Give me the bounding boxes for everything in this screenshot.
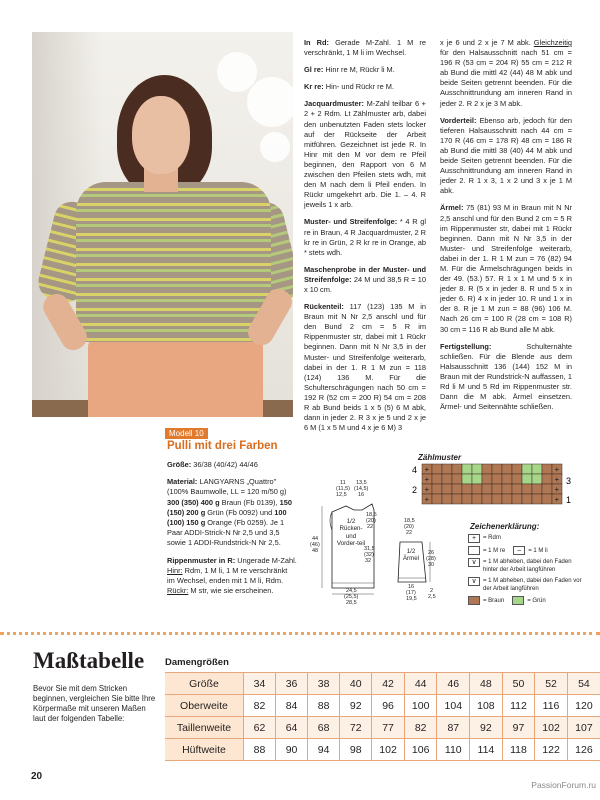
chart-cell xyxy=(492,494,502,504)
schematic-sleeve-b: (28) xyxy=(426,556,436,562)
schematic-sleeve-top-a: 18,5 xyxy=(404,518,415,524)
chart-rdm-mark: + xyxy=(554,485,560,494)
chart-cell xyxy=(532,464,542,474)
chart-grid xyxy=(422,464,562,504)
table-cell: 87 xyxy=(437,717,470,739)
material-line2-rest: Grün (Fb 0092) und xyxy=(207,507,273,517)
chart-cell xyxy=(542,484,552,494)
photo-pants xyxy=(88,337,263,417)
material-line3-bold: 100 (100) 150 g xyxy=(167,507,287,528)
table-cell: 46 xyxy=(437,673,470,695)
table-row xyxy=(165,717,600,739)
column-right xyxy=(440,38,572,419)
schematic-bottom-a: 24,5 xyxy=(346,588,357,594)
schematic-sleeve-top-c: 22 xyxy=(406,530,413,536)
table-cell: 104 xyxy=(437,695,470,717)
table-cell: 110 xyxy=(437,739,470,761)
chart-cell xyxy=(482,494,492,504)
damengroessen-title: Damengrößen xyxy=(165,657,229,668)
size-table xyxy=(165,672,600,761)
table-cell: 77 xyxy=(372,717,405,739)
table-row-label: Taillenweite xyxy=(165,717,243,739)
mid-label: In Rd: xyxy=(304,38,329,47)
mid-label: Jacquardmuster: xyxy=(304,99,364,109)
schematic-sleeve-c: 30 xyxy=(428,562,435,568)
material-paragraph xyxy=(167,477,297,548)
model-photo xyxy=(32,32,293,417)
table-cell: 52 xyxy=(535,673,568,695)
mid-label: Gl re: xyxy=(304,65,324,75)
model-title: Pulli mit drei Farben xyxy=(167,440,278,452)
chart-cell xyxy=(512,474,522,484)
schematic-side-a: 18,5 xyxy=(366,512,377,518)
mid-paragraph xyxy=(304,265,426,295)
mid-paragraph xyxy=(304,65,426,75)
table-cell: 90 xyxy=(276,739,308,761)
rdm-symbol-icon: + xyxy=(468,534,480,543)
chart-cell xyxy=(442,474,452,484)
groesse-value: 36/38 (40/42) 44/46 xyxy=(193,460,258,469)
schematic-sleeve-top-b: (20) xyxy=(404,524,414,530)
chart-row-label: 1 xyxy=(566,495,572,505)
column-left xyxy=(167,460,297,603)
table-cell: 34 xyxy=(243,673,275,695)
chart-cell xyxy=(492,484,502,494)
table-cell: 40 xyxy=(340,673,372,695)
legend-row xyxy=(468,596,583,605)
schematic-body-c: 32 xyxy=(365,558,372,564)
chart-cell xyxy=(502,474,512,484)
legend-pair xyxy=(512,596,546,605)
chart-cell xyxy=(522,484,532,494)
table-cell: 38 xyxy=(308,673,340,695)
legend-title: Zeichenerklärung: xyxy=(470,522,540,531)
table-cell: 50 xyxy=(502,673,535,695)
table-cell: 94 xyxy=(308,739,340,761)
right-label: Ärmel: xyxy=(440,203,464,213)
schematic-sleeve-bottom-a: 16 xyxy=(408,584,415,590)
photo-lamp xyxy=(260,132,290,162)
schematic-body-label-wrap xyxy=(335,518,367,566)
chart-cell xyxy=(462,464,472,474)
schematic-top-d: 13,5 xyxy=(356,480,367,486)
purl-symbol-icon: – xyxy=(513,546,525,555)
chart-cell xyxy=(432,464,442,474)
table-cell: 120 xyxy=(567,695,600,717)
schematic-bottom-c: 28,5 xyxy=(346,600,357,606)
chart-cell xyxy=(522,474,532,484)
chart-cell xyxy=(472,484,482,494)
table-cell: 62 xyxy=(243,717,275,739)
legend-rdm: = Rdm xyxy=(483,535,501,541)
mid-label: Kr re: xyxy=(304,82,324,92)
chart-cell xyxy=(532,484,542,494)
right-text: x je 6 und 2 x je 7 M abk. xyxy=(440,38,531,47)
schematic-body-a: 31,5 xyxy=(364,546,375,552)
schematic-sleeve-a: 26 xyxy=(428,550,435,556)
table-cell: 108 xyxy=(470,695,503,717)
material-label: Material: xyxy=(167,477,198,487)
legend-gruen: = Grün xyxy=(527,597,546,604)
table-cell: 126 xyxy=(567,739,600,761)
gruen-swatch xyxy=(512,596,524,605)
right-paragraph xyxy=(440,342,572,413)
chart-cell xyxy=(442,464,452,474)
schematic-left-b: (46) xyxy=(310,542,320,548)
table-cell: 48 xyxy=(470,673,503,695)
chart-cell xyxy=(502,464,512,474)
schematic-sleeve-bottom-b: (17) xyxy=(406,590,416,596)
right-text: 75 (81) 93 M in Braun mit N Nr 2,5 anschl und für den Bund 2 cm = 5 R im Rippenmuster str, dabei mit 1 Rückr beginnen. Dann mit N Nr 3,5 in der Muster- und Streifenfolge weiterarb, dabei in der 1. R 1 M zun = 76 (82) 94 M. Für die Ärmelschrägungen beids in der 49. (53.) 57. R 1 x 1 M und 5 x in jeder 8. R (5 x in jeder 8. R und 5 x in jeder 6. R) 4 x in jeder 10. R und 1 x in der 8. R je 1 M zun = 88 (96) 106 M. Nach 26 cm = 100 R (28 cm = 108 R) 30 cm = 116 R ab Bund alle M abk. xyxy=(440,203,572,334)
zaehlmuster-chart xyxy=(408,462,578,512)
mid-paragraph xyxy=(304,38,426,58)
legend-pair xyxy=(468,546,505,555)
mid-text: Gerade M-Zahl. 1 M re verschränkt, 1 M li im Wechsel. xyxy=(304,38,426,58)
chart-cell xyxy=(472,474,482,484)
right-text: Ebenso arb, jedoch für den tieferen Halsausschnitt nach 44 cm = 170 R (46 cm = 178 R) 48 cm = 186 R ab Bund die mittl 38 (40) 44 M abk und beide Seiten getrennt beenden. Für die Ausschnittrundung am inneren Rand in jeder 2. R 1 x 3, 1 x 2 und 3 x je 1 M abk. xyxy=(440,115,572,196)
chart-cell xyxy=(512,464,522,474)
mid-text: * 4 R gl re in Braun, 4 R Jacquardmuster, 2 R kr re in Grün, 2 R kr re in Orange, ab * stets wdh. xyxy=(304,217,427,257)
mid-label: Maschenprobe in der Muster- und Streifenfolge: xyxy=(304,264,426,284)
mass-description: Bevor Sie mit dem Stricken beginnen, vergleichen Sie bitte Ihre Körpermaße mit unseren Maßen laut der folgenden Tabelle: xyxy=(33,684,156,723)
chart-cell xyxy=(442,484,452,494)
mid-text: Hin- und Rückr re M. xyxy=(325,82,394,92)
legend-abh-hinter: = 1 M abheben, dabei den Faden hinter der Arbeit langführen xyxy=(483,559,572,573)
knit-symbol-icon xyxy=(468,546,480,555)
table-cell: 54 xyxy=(567,673,600,695)
mid-paragraph xyxy=(304,217,426,257)
table-cell: 36 xyxy=(276,673,308,695)
material-line1-rest: Braun (Fb 0139), xyxy=(221,497,278,507)
chart-cell xyxy=(452,484,462,494)
legend-li: = 1 M li xyxy=(528,547,548,554)
table-cell: 44 xyxy=(404,673,437,695)
table-cell: 96 xyxy=(372,695,405,717)
slip-front-symbol-icon: ∨ xyxy=(468,577,480,586)
chart-row-label: 4 xyxy=(412,465,418,475)
table-cell: 92 xyxy=(340,695,372,717)
schematic-side-b: (20) xyxy=(366,518,376,524)
legend-re: = 1 M re xyxy=(483,547,506,554)
page-number: 20 xyxy=(31,771,43,782)
schematic-sleeve-label: 1/2 Ärmel xyxy=(402,548,420,563)
schematic-top-e: (14,5) xyxy=(354,486,369,492)
right-text: für den Halsausschnitt nach 51 cm = 196 R (53 cm = 204 R) 55 cm = 212 R ab Bund die mittl 42 (44) 48 M abk und beide Seiten getrennt beenden. Für die Ausschnittrundung am inneren Rand in jeder 2. R 2 x je 3 M abk. xyxy=(440,48,572,108)
legend-braun: = Braun xyxy=(483,597,505,604)
legend-pair xyxy=(468,596,504,605)
chart-cell xyxy=(452,494,462,504)
chart-cell xyxy=(472,494,482,504)
right-label: Vorderteil: xyxy=(440,115,477,125)
chart-cell xyxy=(432,484,442,494)
schematic-bottom-b: (25,5) xyxy=(344,594,359,600)
mid-text: Hinr re M, Rückr li M. xyxy=(325,65,395,75)
material-line1-bold: 300 (350) 400 g xyxy=(167,497,220,507)
legend-pair xyxy=(513,546,548,555)
chart-rdm-mark: + xyxy=(554,495,560,504)
table-cell: 122 xyxy=(535,739,568,761)
mid-text: 117 (123) 135 M in Braun mit N Nr 2,5 anschl und für den Bund 2 cm = 5 R im Rippenmuster str, dabei mit 1 Rückr beginnen. Dann mit N Nr 3,5 in der Muster- und Streifenfolge weiterarb, dabei in der 1. R 1 M zun = 118 (124) 136 M. Für die Schulterschrägungen nach 50 cm = 192 R (52 cm = 200 R) 54 cm = 208 R ab Bund beids 1 x 5 (5) 6 M abk, dann in jeder 2. R 3 x je 5 und 2 x je 6 M (1 x 5 M und 4 x je 6 M) 3 xyxy=(304,302,426,433)
schematic-top-b: (11,5) xyxy=(336,486,350,492)
groesse-paragraph xyxy=(167,460,297,470)
table-cell: 98 xyxy=(340,739,372,761)
table-row-label: Hüftweite xyxy=(165,739,243,761)
schematic-left-a: 44 xyxy=(312,536,319,542)
chart-cell xyxy=(482,464,492,474)
schematic-sleeve-bottom-c: 19,5 xyxy=(406,596,417,602)
schematic-top-a: 11 xyxy=(340,480,346,486)
chart-cell xyxy=(522,494,532,504)
table-cell: 116 xyxy=(535,695,568,717)
mid-paragraph xyxy=(304,302,426,433)
watermark: PassionForum.ru xyxy=(531,780,596,790)
schematic-sleeve-label-wrap xyxy=(401,548,421,568)
legend-row xyxy=(468,577,583,593)
table-row-label: Größe xyxy=(165,673,243,695)
chart-cell xyxy=(492,474,502,484)
mid-paragraph xyxy=(304,99,426,210)
mid-paragraph xyxy=(304,82,426,92)
chart-rdm-mark: + xyxy=(554,475,560,484)
zaehlmuster-title: Zählmuster xyxy=(418,453,462,462)
right-underline: Gleichzeitig xyxy=(533,38,572,47)
schematic-top-f: 16 xyxy=(358,492,365,498)
chart-cell xyxy=(432,474,442,484)
schematic-left-c: 48 xyxy=(312,548,319,554)
rippenmuster-paragraph xyxy=(167,556,297,597)
table-cell: 82 xyxy=(404,717,437,739)
legend-row xyxy=(468,534,583,543)
chart-cell xyxy=(452,474,462,484)
table-cell: 88 xyxy=(308,695,340,717)
table-row xyxy=(165,673,600,695)
table-cell: 92 xyxy=(470,717,503,739)
size-table-body xyxy=(165,673,600,761)
rippenmuster-text-c: M str, wie sie erscheinen. xyxy=(190,586,274,596)
chart-cell xyxy=(532,474,542,484)
chart-cell xyxy=(462,474,472,484)
chart-cell xyxy=(482,484,492,494)
material-line2-bold: 150 (150) 200 g xyxy=(167,497,292,517)
chart-rdm-mark: + xyxy=(424,465,430,474)
table-cell: 100 xyxy=(404,695,437,717)
schematic-body-b: (32) xyxy=(364,552,374,558)
table-cell: 106 xyxy=(404,739,437,761)
chart-cell xyxy=(512,494,522,504)
table-cell: 118 xyxy=(502,739,535,761)
rippenmuster-text-a: Ungerade M-Zahl. xyxy=(237,555,297,565)
rippenmuster-hinr: Hinr: xyxy=(167,565,183,575)
right-paragraph xyxy=(440,116,572,197)
chart-cell xyxy=(492,464,502,474)
table-cell: 114 xyxy=(470,739,503,761)
schematic-rib-a: 2 xyxy=(430,588,434,594)
table-cell: 97 xyxy=(502,717,535,739)
chart-cell xyxy=(452,464,462,474)
chart-cell xyxy=(522,464,532,474)
schematic-top-c: 12,5 xyxy=(336,492,347,498)
slip-back-symbol-icon: ∨ xyxy=(468,558,480,567)
chart-rdm-mark: + xyxy=(424,475,430,484)
schematic-body-label: 1/2 Rücken- und Vorder-teil xyxy=(336,518,366,548)
rippenmuster-label: Rippenmuster in R: xyxy=(167,555,236,565)
chart-cell xyxy=(502,484,512,494)
table-cell: 84 xyxy=(276,695,308,717)
table-row xyxy=(165,695,600,717)
table-cell: 88 xyxy=(243,739,275,761)
chart-cell xyxy=(462,484,472,494)
chart-rdm-mark: + xyxy=(424,495,430,504)
right-paragraph xyxy=(440,203,572,334)
mid-label: Muster- und Streifenfolge: xyxy=(304,217,398,227)
chart-row-label: 3 xyxy=(566,476,572,486)
photo-lamp xyxy=(247,77,293,127)
schematic-side-c: 22 xyxy=(367,524,374,530)
table-cell: 68 xyxy=(308,717,340,739)
chart-cell xyxy=(542,494,552,504)
right-paragraph xyxy=(440,38,572,109)
table-cell: 112 xyxy=(502,695,535,717)
table-row xyxy=(165,739,600,761)
chart-cell xyxy=(512,484,522,494)
table-row-label: Oberweite xyxy=(165,695,243,717)
photo-face xyxy=(132,96,190,174)
braun-swatch xyxy=(468,596,480,605)
legend-row xyxy=(468,558,583,574)
table-cell: 102 xyxy=(372,739,405,761)
chart-row-label: 2 xyxy=(412,485,418,495)
chart-cell xyxy=(502,494,512,504)
mass-title: Maßtabelle xyxy=(33,648,145,673)
photo-sweater xyxy=(76,182,271,342)
material-intro: LANGYARNS „Quattro" (100% Baumwolle, LL = 120 m/50 g) xyxy=(167,477,287,497)
chart-cell xyxy=(482,474,492,484)
material-line3-rest: Orange (Fb 0259). Je 1 Paar ADDI-Strick-N Nr 2,5 und 3,5 sowie 1 ADDI-Rundstrick-N Nr 2,5. xyxy=(167,518,285,548)
chart-cell xyxy=(462,494,472,504)
table-cell: 42 xyxy=(372,673,405,695)
table-cell: 107 xyxy=(567,717,600,739)
schematic-rib-b: 2,5 xyxy=(428,594,436,600)
chart-cell xyxy=(472,464,482,474)
mid-label: Rückenteil: xyxy=(304,302,344,312)
table-cell: 72 xyxy=(340,717,372,739)
right-text: Schulternähte schließen. Für die Blende aus dem Halsausschnitt 136 (144) 152 M in Braun mit der Rundstrick-N auffassen, 1 Rd li M und 5 Rd im Rippenmuster str. Dann die M abk. Ärmel einsetzen. Ärmel- und Seitennähte schließen. xyxy=(440,341,572,412)
chart-cell xyxy=(432,494,442,504)
chart-rdm-mark: + xyxy=(554,465,560,474)
legend-abh-vor: = 1 M abheben, dabei den Faden vor der Arbeit langführen xyxy=(483,578,582,592)
right-label: Fertigstellung: xyxy=(440,341,492,351)
column-middle xyxy=(304,38,426,440)
mid-text: 24 M und 38,5 R = 10 x 10 cm. xyxy=(304,274,426,294)
legend-row xyxy=(468,546,583,555)
table-cell: 102 xyxy=(535,717,568,739)
chart-cell xyxy=(532,494,542,504)
dotted-divider xyxy=(0,632,600,635)
legend xyxy=(468,534,583,608)
chart-rdm-mark: + xyxy=(424,485,430,494)
mid-text: M-Zahl teilbar 6 + 2 + 2 Rdm. Lt Zählmuster arb, dabei den unbenutzten Faden stets locker auf der Rückseite der Arbeit mitführen. Gezeichnet ist jede R. In Hinr mit den M vor dem re Pfeil beginnen, den Rapport von 6 M zwischen den Pfeilen stets wdh, mit den M nach dem li Pfeil enden. In Rückr umgekehrt arb. Die 1. – 4. R jeweils 1 x arb. xyxy=(304,99,426,210)
model-tag: Modell 10 xyxy=(165,428,208,439)
rippenmuster-rueckr: Rückr: xyxy=(167,586,189,596)
chart-cell xyxy=(542,464,552,474)
chart-cell xyxy=(442,494,452,504)
chart-cell xyxy=(542,474,552,484)
table-cell: 64 xyxy=(276,717,308,739)
groesse-label: Größe: xyxy=(167,460,192,469)
table-cell: 82 xyxy=(243,695,275,717)
rippenmuster-text-b: Rdm, 1 M li, 1 M re verschränkt im Wechsel, enden mit 1 M li, Rdm. xyxy=(167,565,288,586)
